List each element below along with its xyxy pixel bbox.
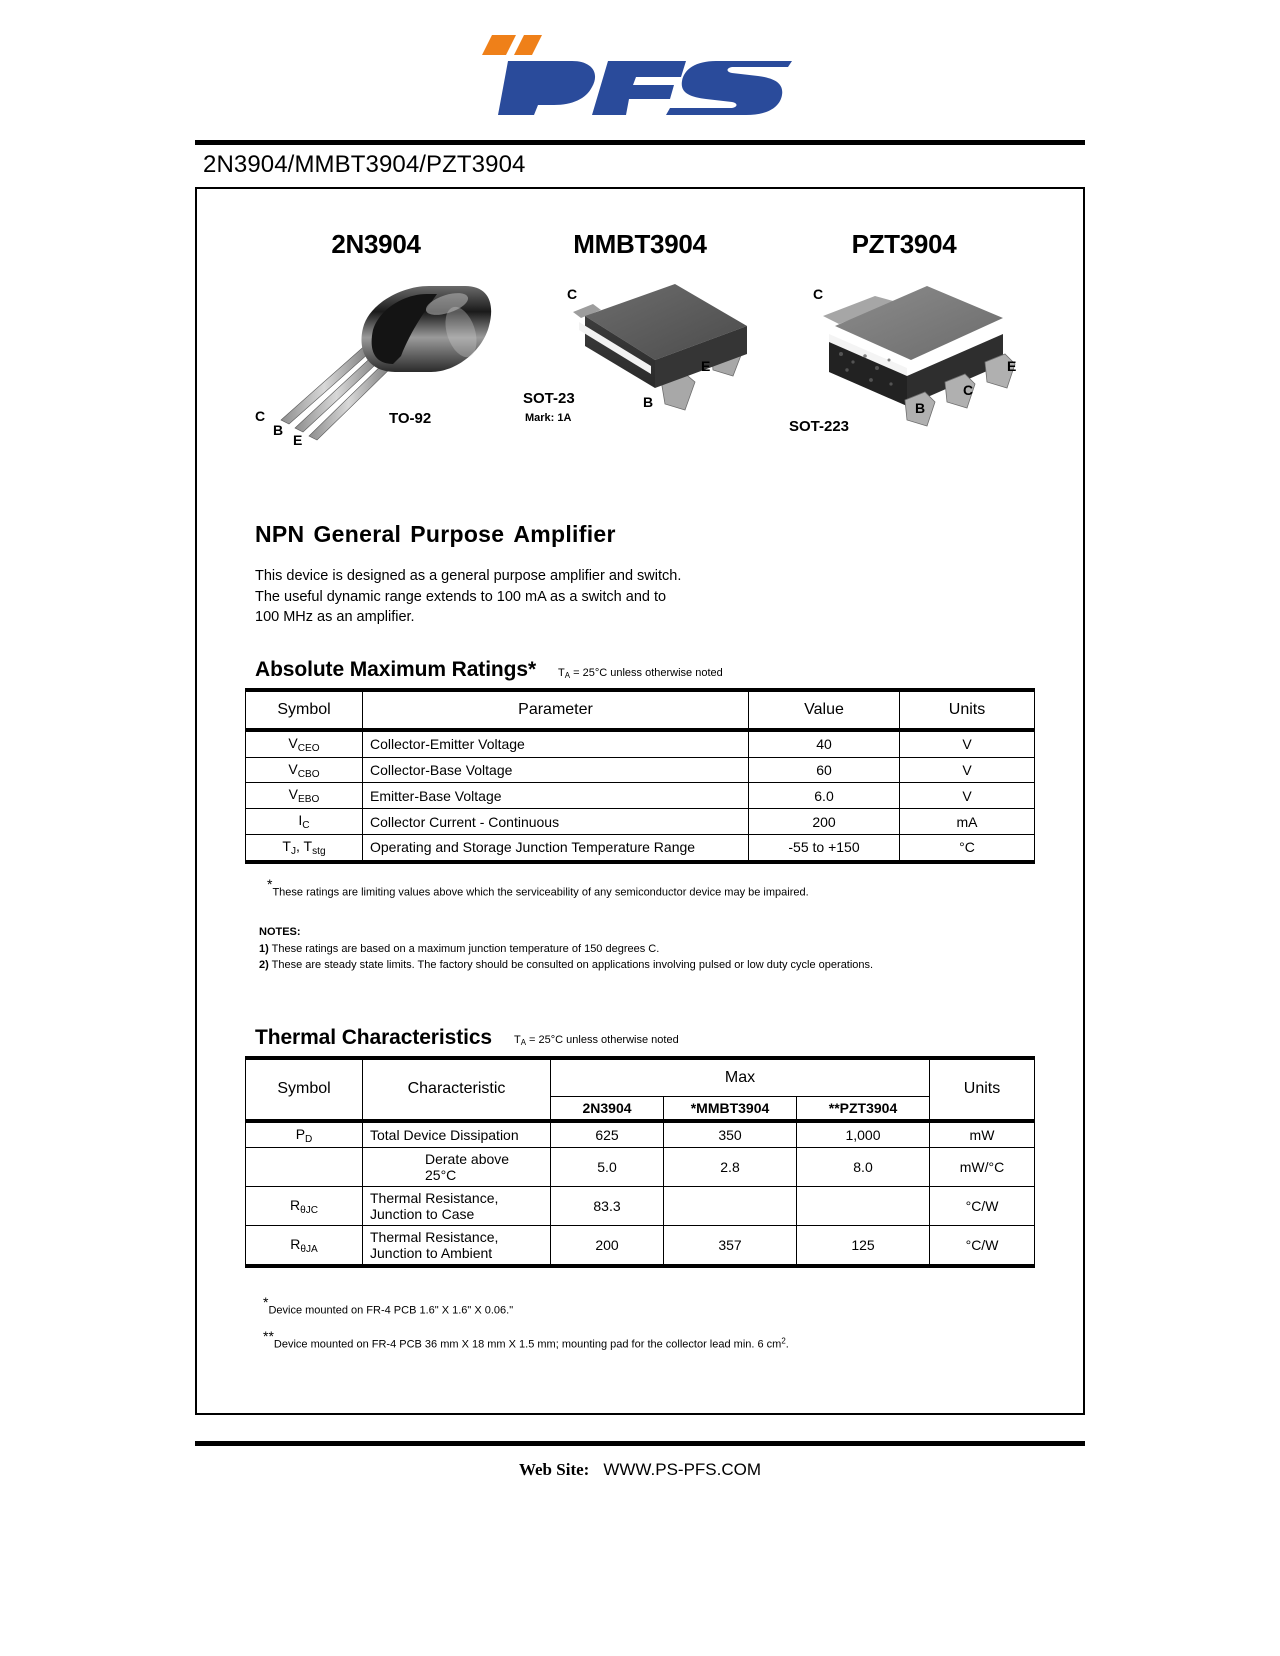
cell-units: °C/W bbox=[930, 1226, 1035, 1267]
sym-sub: EBO bbox=[298, 794, 320, 806]
package-name-mmbt3904: MMBT3904 bbox=[573, 229, 707, 259]
table-row bbox=[246, 757, 1035, 783]
table-row bbox=[246, 1121, 1035, 1148]
notes-block bbox=[259, 924, 1035, 974]
cell-symbol bbox=[246, 1226, 363, 1267]
footnote-text: Device mounted on FR-4 PCB 1.6" X 1.6" X 0.06." bbox=[268, 1304, 514, 1317]
table-row bbox=[246, 834, 1035, 861]
pin-label-b-sot223: B bbox=[915, 400, 926, 416]
cell-units-derate: mW/°C bbox=[930, 1148, 1035, 1187]
cell-parameter: Collector-Emitter Voltage bbox=[363, 730, 749, 757]
footnote-tail: . bbox=[785, 1338, 789, 1350]
package-mmbt3904 bbox=[515, 229, 765, 479]
col-units: Units bbox=[930, 1058, 1035, 1121]
footer bbox=[195, 1460, 1085, 1480]
cell-parameter: Collector Current - Continuous bbox=[363, 809, 749, 835]
sym-sub: CEO bbox=[297, 742, 320, 754]
cell-units: V bbox=[900, 757, 1035, 783]
to92-icon bbox=[251, 260, 501, 450]
note-num: 2) bbox=[259, 959, 269, 972]
pin-label-e-sot223: E bbox=[1007, 358, 1017, 374]
col-value: Value bbox=[749, 690, 900, 730]
cell-derate-2n3904: 5.0 bbox=[551, 1148, 664, 1187]
cell-value-pzt3904 bbox=[797, 1187, 930, 1226]
cell-value-pzt3904: 125 bbox=[797, 1226, 930, 1267]
sym-sub: θJC bbox=[300, 1204, 319, 1216]
package-diagrams bbox=[245, 229, 1035, 479]
description-line-1: The useful dynamic range extends to 100 mA as a switch and to bbox=[255, 588, 667, 605]
website-url[interactable]: WWW.PS-PFS.COM bbox=[603, 1460, 762, 1479]
product-title bbox=[255, 521, 1035, 548]
sym-base: R bbox=[289, 1197, 301, 1213]
absolute-maximum-ratings-table bbox=[245, 688, 1035, 864]
cell-value: 60 bbox=[749, 757, 900, 783]
col-device-2n3904: 2N3904 bbox=[551, 1096, 664, 1121]
product-title-word-1: General bbox=[313, 521, 402, 547]
cell-value-2n3904: 625 bbox=[551, 1121, 664, 1148]
col-parameter: Parameter bbox=[363, 690, 749, 730]
description-line-0: This device is designed as a general purpose amplifier and switch. bbox=[255, 568, 682, 584]
thermal-footnote-0 bbox=[263, 1288, 1035, 1321]
thermal-footnotes bbox=[263, 1288, 1035, 1355]
cond-t: T bbox=[513, 1034, 521, 1047]
sym-base: V bbox=[288, 786, 299, 803]
sym-base: I bbox=[298, 812, 303, 829]
pin-label-b-to92: B bbox=[273, 422, 284, 438]
asterisk-mark: * bbox=[267, 875, 273, 892]
product-title-word-0: NPN bbox=[255, 521, 305, 547]
pin-label-c-to92: C bbox=[255, 408, 266, 424]
col-characteristic: Characteristic bbox=[363, 1058, 551, 1121]
sot223-illustration bbox=[779, 260, 1029, 460]
cell-symbol bbox=[246, 1187, 363, 1226]
cell-units: °C/W bbox=[930, 1187, 1035, 1226]
col-device-pzt3904: **PZT3904 bbox=[797, 1096, 930, 1121]
footer-divider bbox=[195, 1441, 1085, 1446]
package-type-to92: TO-92 bbox=[389, 410, 432, 427]
col-symbol: Symbol bbox=[246, 1058, 363, 1121]
pin-label-e-to92: E bbox=[293, 432, 303, 448]
cell-symbol bbox=[246, 809, 363, 835]
pin-label-b-sot23: B bbox=[643, 394, 654, 410]
cell-value-mmbt3904: 350 bbox=[664, 1121, 797, 1148]
table-row bbox=[246, 1187, 1035, 1226]
datasheet-body bbox=[195, 187, 1085, 1415]
thermal-footnote-1 bbox=[263, 1322, 1035, 1355]
header-divider bbox=[195, 140, 1085, 145]
thermal-condition bbox=[514, 1034, 679, 1049]
cell-value: 200 bbox=[749, 809, 900, 835]
cell-value-pzt3904: 1,000 bbox=[797, 1121, 930, 1148]
sym-sub: CBO bbox=[297, 768, 320, 780]
abs-max-footnote-text: These ratings are limiting values above which the serviceability of any semiconductor device may be impaired. bbox=[272, 886, 809, 899]
cell-characteristic-derate: Derate above 25°C bbox=[363, 1148, 551, 1187]
cell-characteristic: Thermal Resistance, Junction to Case bbox=[363, 1187, 551, 1226]
sot23-illustration bbox=[515, 260, 765, 460]
page-title: 2N3904/MMBT3904/PZT3904 bbox=[203, 151, 526, 178]
cell-value: 40 bbox=[749, 730, 900, 757]
cell-characteristic: Total Device Dissipation bbox=[363, 1121, 551, 1148]
thermal-characteristics-table bbox=[245, 1056, 1035, 1269]
cond-rest: = 25°C unless otherwise noted bbox=[570, 666, 723, 679]
sym-base: V bbox=[288, 734, 298, 751]
cell-symbol bbox=[246, 730, 363, 757]
pin-label-c-sot223: C bbox=[813, 286, 824, 302]
package-name-2n3904: 2N3904 bbox=[331, 229, 421, 259]
col-units: Units bbox=[900, 690, 1035, 730]
cond-sub: A bbox=[564, 670, 571, 680]
sym-sub: J bbox=[290, 845, 297, 857]
sym-base: P bbox=[295, 1125, 306, 1142]
cell-value-mmbt3904: 357 bbox=[664, 1226, 797, 1267]
product-title-word-2: Purpose bbox=[410, 521, 505, 547]
pfs-logo-icon bbox=[480, 25, 800, 115]
sym-base: V bbox=[288, 760, 298, 777]
note-num: 1) bbox=[259, 942, 269, 955]
sym-sub: C bbox=[302, 819, 310, 831]
to92-illustration bbox=[251, 260, 501, 460]
pin-label-c-sot23: C bbox=[567, 286, 578, 302]
cell-units: mW bbox=[930, 1121, 1035, 1148]
cell-derate-pzt3904: 8.0 bbox=[797, 1148, 930, 1187]
cell-value-2n3904: 200 bbox=[551, 1226, 664, 1267]
sym-base: R bbox=[290, 1236, 301, 1252]
table-row bbox=[246, 1226, 1035, 1267]
cond-sub: A bbox=[520, 1038, 526, 1048]
cell-units: V bbox=[900, 730, 1035, 757]
package-2n3904 bbox=[251, 229, 501, 479]
cell-parameter: Collector-Base Voltage bbox=[363, 757, 749, 783]
sym-tail: , T bbox=[296, 837, 313, 854]
note-text: These ratings are based on a maximum junction temperature of 150 degrees C. bbox=[268, 942, 660, 955]
note-item bbox=[259, 957, 1035, 974]
col-symbol: Symbol bbox=[246, 690, 363, 730]
table-row bbox=[246, 809, 1035, 835]
thermal-heading-row bbox=[255, 1026, 1035, 1050]
cell-units: °C bbox=[900, 834, 1035, 861]
footnote-text: Device mounted on FR-4 PCB 36 mm X 18 mm X 1.5 mm; mounting pad for the collector lead min. 6 cm bbox=[273, 1338, 782, 1350]
col-max: Max bbox=[551, 1058, 930, 1097]
company-logo bbox=[0, 0, 1280, 140]
cell-symbol-empty bbox=[246, 1148, 363, 1187]
cell-characteristic: Thermal Resistance, Junction to Ambient bbox=[363, 1226, 551, 1267]
thermal-section bbox=[245, 1026, 1035, 1355]
table-row bbox=[246, 783, 1035, 809]
table-row bbox=[246, 730, 1035, 757]
table-header-row bbox=[246, 1058, 1035, 1097]
sym-sub: D bbox=[305, 1133, 313, 1145]
package-type-sot223: SOT-223 bbox=[789, 418, 850, 435]
cell-derate-mmbt3904: 2.8 bbox=[664, 1148, 797, 1187]
sym-sub2: stg bbox=[312, 845, 326, 857]
table-row bbox=[246, 1148, 1035, 1187]
cell-units: V bbox=[900, 783, 1035, 809]
description-line-2: 100 MHz as an amplifier. bbox=[255, 609, 415, 626]
col-device-mmbt3904: *MMBT3904 bbox=[664, 1096, 797, 1121]
cond-rest: = 25°C unless otherwise noted bbox=[526, 1034, 679, 1047]
cell-value-2n3904: 83.3 bbox=[551, 1187, 664, 1226]
cell-units: mA bbox=[900, 809, 1035, 835]
pin-label-c2-sot223: C bbox=[963, 382, 974, 398]
pin-label-e-sot23: E bbox=[701, 358, 711, 374]
product-title-word-3: Amplifier bbox=[513, 521, 616, 547]
cell-symbol bbox=[246, 834, 363, 861]
footnote-sup: 2 bbox=[781, 1336, 786, 1346]
note-item bbox=[259, 941, 1035, 958]
package-name-pzt3904: PZT3904 bbox=[851, 229, 957, 259]
abs-max-heading: Absolute Maximum Ratings* bbox=[255, 657, 537, 681]
cell-value: -55 to +150 bbox=[749, 834, 900, 861]
package-pzt3904 bbox=[779, 229, 1029, 479]
website-label: Web Site: bbox=[518, 1460, 590, 1479]
cell-symbol bbox=[246, 757, 363, 783]
abs-max-heading-row bbox=[255, 658, 1035, 682]
footnote-mark: ** bbox=[263, 1327, 274, 1344]
abs-max-footnote bbox=[267, 876, 1035, 898]
sym-sub: θJA bbox=[300, 1243, 318, 1255]
abs-max-condition bbox=[558, 667, 723, 682]
cell-value-mmbt3904 bbox=[664, 1187, 797, 1226]
cell-symbol bbox=[246, 783, 363, 809]
package-type-sot23: SOT-23 bbox=[523, 390, 575, 407]
cond-t: T bbox=[558, 666, 565, 679]
sym-base: T bbox=[282, 837, 291, 854]
package-mark-sot23: Mark: 1A bbox=[525, 412, 572, 424]
cell-value: 6.0 bbox=[749, 783, 900, 809]
footnote-mark: * bbox=[263, 1294, 269, 1311]
cell-parameter: Emitter-Base Voltage bbox=[363, 783, 749, 809]
table-header-row bbox=[246, 690, 1035, 730]
product-description bbox=[255, 566, 1035, 628]
notes-title: NOTES: bbox=[259, 926, 301, 939]
cell-symbol bbox=[246, 1121, 363, 1148]
note-text: These are steady state limits. The factory should be consulted on applications involving pulsed or low duty cycle operations. bbox=[268, 959, 874, 972]
thermal-heading: Thermal Characteristics bbox=[255, 1025, 492, 1049]
cell-parameter: Operating and Storage Junction Temperature Range bbox=[363, 834, 749, 861]
